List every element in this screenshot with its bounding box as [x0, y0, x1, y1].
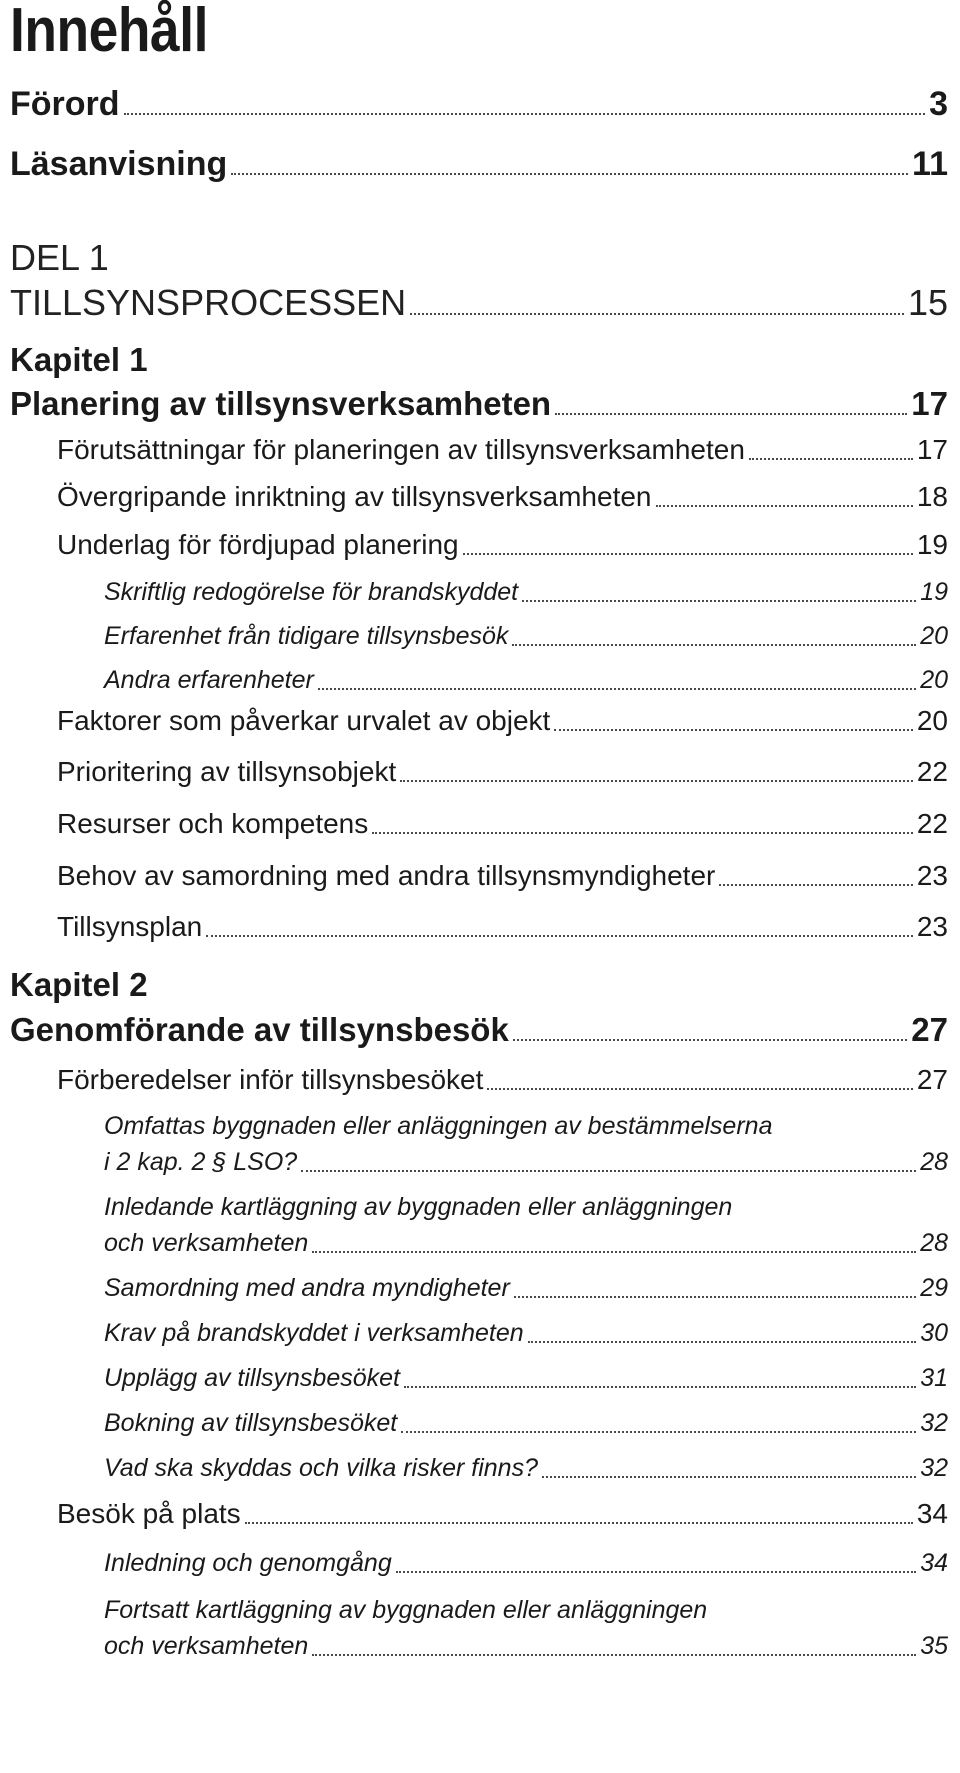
- toc-entry-label: Samordning med andra myndigheter: [104, 1274, 510, 1302]
- toc-entry-page: 34: [920, 1549, 948, 1577]
- toc-entry-label: Bokning av tillsynsbesöket: [104, 1409, 398, 1437]
- dot-leader: [301, 1170, 916, 1172]
- dot-leader: [318, 688, 916, 690]
- dot-leader: [463, 553, 913, 555]
- toc-entry-page: 27: [916, 1064, 948, 1095]
- toc-entry-section[interactable]: [57, 480, 948, 514]
- toc-entry-page: 20: [920, 666, 948, 694]
- dot-leader: [400, 780, 913, 782]
- dot-leader: [749, 458, 913, 460]
- toc-entry-part[interactable]: [10, 282, 948, 324]
- chapter-number: Kapitel 2: [10, 966, 148, 1003]
- toc-entry-label: Skriftlig redogörelse för brandskyddet: [104, 578, 519, 606]
- dot-leader: [124, 113, 926, 115]
- toc-entry-label: Prioritering av tillsynsobjekt: [57, 756, 397, 787]
- toc-entry-section[interactable]: [57, 528, 948, 562]
- toc-entry-section[interactable]: [57, 433, 948, 467]
- dot-leader: [372, 832, 913, 834]
- toc-entry-label: Övergripande inriktning av tillsynsverksamheten: [57, 481, 652, 512]
- toc-entry-label: Förberedelser inför tillsynsbesöket: [57, 1064, 484, 1095]
- page-title: Innehåll: [10, 0, 209, 65]
- toc-entry-page: 3: [929, 85, 948, 123]
- toc-entry-label: Faktorer som påverkar urvalet av objekt: [57, 705, 551, 736]
- toc-entry-page: 20: [916, 705, 948, 736]
- toc-entry-label: Underlag för fördjupad planering: [57, 529, 459, 560]
- toc-entry-label: Besök på plats: [57, 1498, 241, 1529]
- toc-entry-subsection[interactable]: [104, 1452, 948, 1484]
- toc-entry-section[interactable]: [57, 704, 948, 738]
- toc-entry-label-line1: Fortsatt kartläggning av byggnaden eller anläggningen: [104, 1596, 708, 1624]
- toc-entry-subsection[interactable]: [104, 664, 948, 696]
- toc-entry-page: 18: [916, 481, 948, 512]
- toc-entry-page: 35: [920, 1632, 948, 1660]
- toc-entry-subsection[interactable]: [104, 620, 948, 652]
- toc-entry-page: 32: [920, 1454, 948, 1482]
- dot-leader: [231, 173, 908, 175]
- toc-entry-label: Inledning och genomgång: [104, 1549, 392, 1577]
- toc-entry-label: Behov av samordning med andra tillsynsmyndigheter: [57, 860, 716, 891]
- toc-entry-label: Läsanvisning: [10, 145, 228, 183]
- toc-entry-label: Tillsynsplan: [57, 911, 203, 942]
- part-number: DEL 1: [10, 237, 109, 278]
- dot-leader: [312, 1251, 916, 1253]
- dot-leader: [522, 600, 916, 602]
- toc-entry-page: 29: [920, 1274, 948, 1302]
- toc-entry-page: 27: [911, 1011, 948, 1048]
- dot-leader: [512, 644, 916, 646]
- toc-entry-label-line1: Omfattas byggnaden eller anläggningen av bestämmelserna: [104, 1112, 773, 1140]
- toc-entry-label: och verksamheten: [104, 1229, 309, 1257]
- dot-leader: [554, 729, 913, 731]
- toc-entry-page: 22: [916, 756, 948, 787]
- dot-leader: [719, 884, 913, 886]
- toc-entry-label: Förord: [10, 85, 120, 123]
- toc-entry-label: TILLSYNSPROCESSEN: [10, 282, 407, 323]
- dot-leader: [245, 1522, 913, 1524]
- dot-leader: [410, 313, 904, 315]
- toc-entry-page: 17: [916, 434, 948, 465]
- toc-entry-section[interactable]: [57, 1497, 948, 1531]
- toc-entry-label: Upplägg av tillsynsbesöket: [104, 1364, 400, 1392]
- toc-entry-page: 31: [920, 1364, 948, 1392]
- toc-entry-section[interactable]: [57, 755, 948, 789]
- toc-entry-section[interactable]: [57, 807, 948, 841]
- toc-entry-label: Förutsättningar för planeringen av tillsynsverksamheten: [57, 434, 745, 465]
- toc-entry-page: 23: [916, 860, 948, 891]
- toc-entry-label: Krav på brandskyddet i verksamheten: [104, 1319, 524, 1347]
- dot-leader: [542, 1476, 916, 1478]
- toc-entry-section[interactable]: [57, 910, 948, 944]
- dot-leader: [487, 1088, 912, 1090]
- toc-entry-label: Vad ska skyddas och vilka risker finns?: [104, 1454, 538, 1482]
- toc-entry-subsection[interactable]: [104, 1146, 948, 1178]
- toc-entry-page: 34: [916, 1498, 948, 1529]
- dot-leader: [404, 1386, 916, 1388]
- toc-entry-page: 28: [920, 1148, 948, 1176]
- toc-entry-lasanvisning[interactable]: [10, 144, 948, 184]
- toc-entry-label: Erfarenhet från tidigare tillsynsbesök: [104, 622, 509, 650]
- toc-entry-page: 20: [920, 622, 948, 650]
- dot-leader: [206, 935, 913, 937]
- toc-entry-subsection[interactable]: [104, 1272, 948, 1304]
- dot-leader: [401, 1431, 916, 1433]
- toc-entry-page: 30: [920, 1319, 948, 1347]
- chapter-number: Kapitel 1: [10, 341, 148, 378]
- toc-entry-page: 15: [907, 282, 948, 323]
- toc-entry-page: 32: [920, 1409, 948, 1437]
- toc-entry-page: 19: [916, 529, 948, 560]
- toc-entry-label-line1: Inledande kartläggning av byggnaden eller anläggningen: [104, 1193, 733, 1221]
- dot-leader: [555, 413, 907, 415]
- dot-leader: [656, 505, 913, 507]
- toc-entry-subsection[interactable]: [104, 1407, 948, 1439]
- dot-leader: [513, 1039, 907, 1041]
- toc-entry-label: i 2 kap. 2 § LSO?: [104, 1148, 298, 1176]
- toc-entry-subsection[interactable]: [104, 1630, 948, 1662]
- toc-entry-label: Planering av tillsynsverksamheten: [10, 385, 552, 422]
- toc-entry-label: Genomförande av tillsynsbesök: [10, 1011, 509, 1048]
- toc-entry-page: 11: [912, 145, 948, 183]
- toc-entry-label: Resurser och kompetens: [57, 808, 369, 839]
- toc-entry-page: 23: [916, 911, 948, 942]
- toc-entry-page: 28: [920, 1229, 948, 1257]
- toc-entry-section[interactable]: [57, 1063, 948, 1097]
- toc-entry-chapter[interactable]: [10, 1010, 948, 1050]
- toc-entry-label: Andra erfarenheter: [104, 666, 314, 694]
- toc-entry-subsection[interactable]: [104, 1547, 948, 1579]
- dot-leader: [514, 1296, 916, 1298]
- dot-leader: [312, 1654, 916, 1656]
- toc-entry-subsection[interactable]: [104, 1317, 948, 1349]
- dot-leader: [396, 1571, 916, 1573]
- toc-entry-page: 22: [916, 808, 948, 839]
- toc-entry-page: 19: [920, 578, 948, 606]
- toc-entry-subsection[interactable]: [104, 1227, 948, 1259]
- dot-leader: [528, 1341, 917, 1343]
- toc-entry-label: och verksamheten: [104, 1632, 309, 1660]
- toc-entry-subsection[interactable]: [104, 1362, 948, 1394]
- toc-entry-chapter[interactable]: [10, 384, 948, 424]
- toc-entry-subsection[interactable]: [104, 576, 948, 608]
- toc-entry-section[interactable]: [57, 859, 948, 893]
- toc-entry-forord[interactable]: [10, 84, 948, 124]
- toc-entry-page: 17: [911, 385, 948, 422]
